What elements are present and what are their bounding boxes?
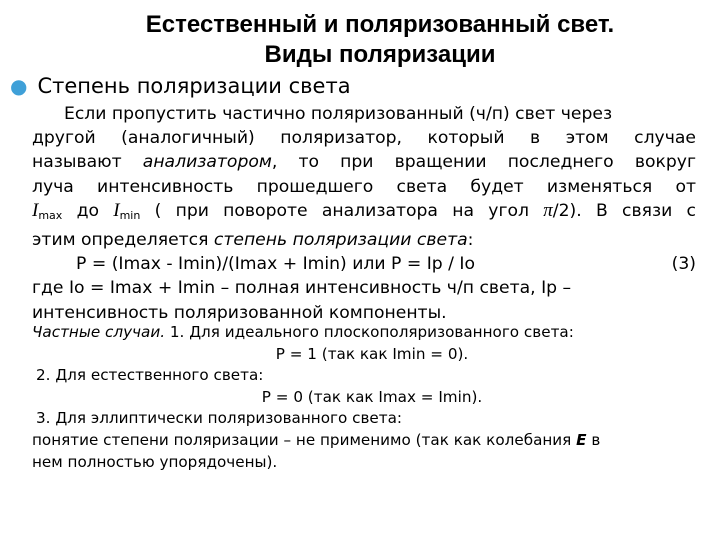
bullet-dot-icon: ●	[10, 74, 28, 98]
case-2-equation: P = 0 (так как Imax = Imin).	[261, 387, 483, 406]
symbol-I: I	[32, 199, 39, 221]
text: :	[467, 230, 474, 251]
bullet-heading	[10, 73, 351, 99]
special-cases	[32, 322, 712, 473]
text: понятие степени поляризации – не применимо (так как колебания	[32, 430, 577, 449]
case-3-text: 3. Для эллиптически поляризованного света:	[36, 409, 403, 428]
equation-line	[32, 252, 696, 276]
subscript-min: min	[119, 208, 141, 222]
paragraph-line-6	[32, 228, 696, 252]
main-paragraph	[32, 102, 696, 325]
symbol-pi: π	[543, 199, 553, 221]
paragraph-line-2: другой (аналогичный) поляризатор, который в этом случае	[32, 128, 696, 149]
case-2-text: 2. Для естественного света:	[36, 366, 264, 385]
text: , то при вращении последнего вокруг	[271, 152, 696, 173]
case-1-line	[32, 322, 712, 344]
case-1-text: 1. Для идеального плоскополяризованного света:	[165, 323, 574, 341]
text: называют	[32, 152, 143, 173]
paragraph-line-9: интенсивность поляризованной компоненты.	[32, 302, 447, 323]
paragraph-line-5	[32, 199, 696, 228]
text: /2). В связи с	[552, 200, 696, 221]
bullet-heading-text: Степень поляризации света	[37, 74, 351, 98]
equation-number: (3)	[671, 254, 696, 275]
case-3-explanation-line-2: нем полностью упорядочены).	[32, 452, 278, 471]
slide-title	[0, 10, 720, 70]
text: этим определяется	[32, 230, 214, 251]
text: до	[62, 200, 114, 221]
slide-title-line-1: Естественный и поляризованный свет.	[145, 11, 615, 38]
term-polarization-degree: степень поляризации света	[213, 230, 468, 251]
paragraph-line-8: где Io = Imax + Imin – полная интенсивность ч/п света, Ip –	[32, 278, 572, 299]
subscript-max: max	[38, 208, 63, 222]
text: ( при повороте анализатора на угол	[140, 200, 544, 221]
symbol-I: I	[113, 199, 120, 221]
case-3-explanation-line-1	[32, 430, 712, 452]
cases-heading: Частные случаи.	[32, 323, 166, 341]
term-analyzer: анализатором	[142, 152, 272, 173]
case-1-equation: P = 1 (так как Imin = 0).	[275, 344, 469, 363]
slide-title-line-2: Виды поляризации	[264, 41, 496, 68]
paragraph-line-4: луча интенсивность прошедшего света будет изменяться от	[32, 176, 696, 197]
paragraph-line-3	[32, 150, 696, 174]
paragraph-line-1: Если пропустить частично поляризованный (ч/п) свет через	[64, 104, 613, 124]
symbol-E: E	[576, 430, 587, 449]
equation-text: P = (Imax - Imin)/(Imax + Imin) или P = Ip / Io	[76, 254, 475, 275]
text: в	[586, 430, 601, 449]
